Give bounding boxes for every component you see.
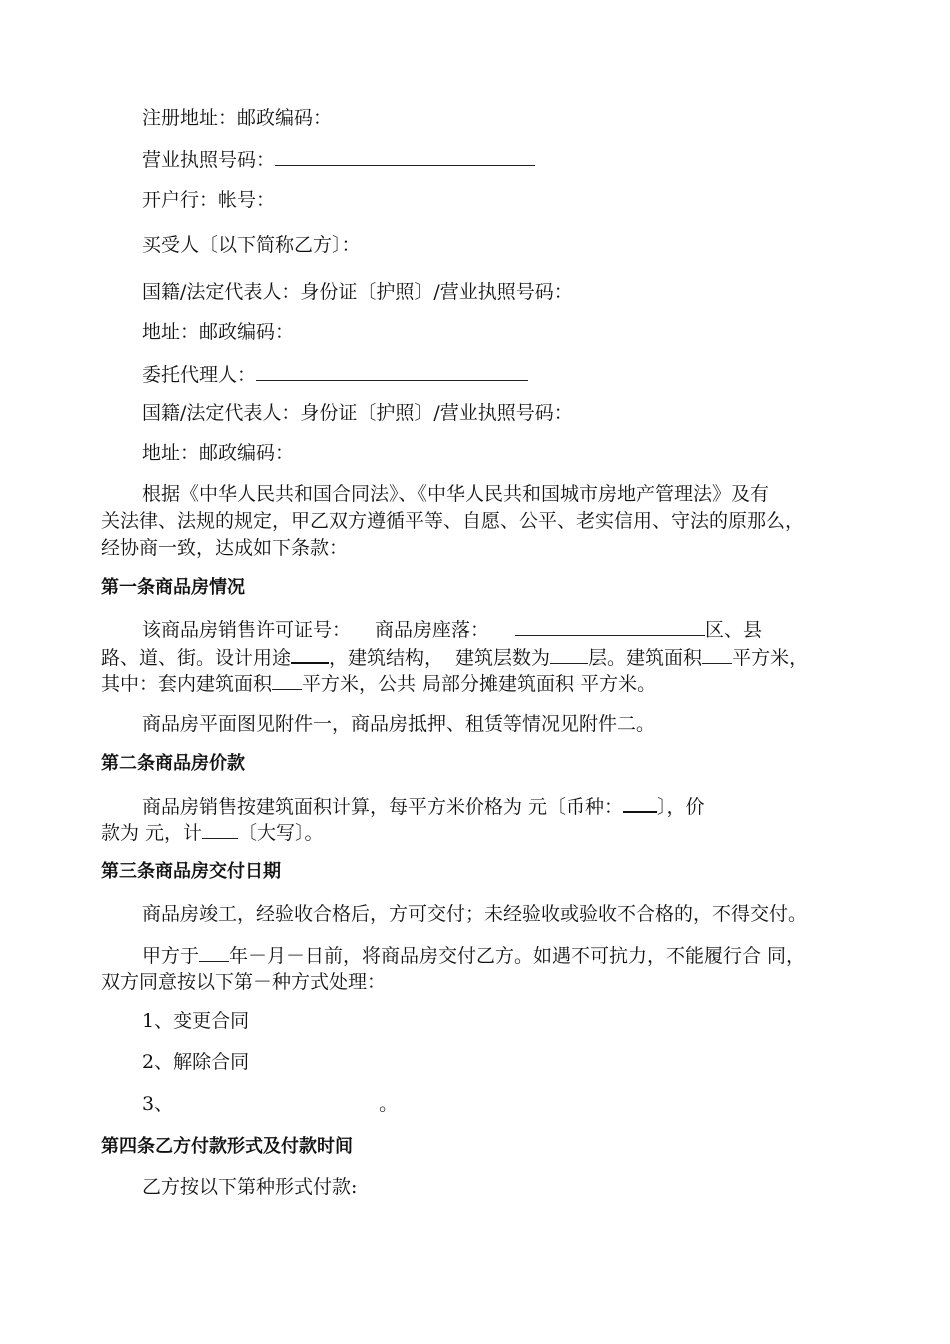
agent-blank	[256, 362, 528, 381]
year-blank	[199, 943, 229, 962]
agent-address-line: 地址：邮政编码：	[142, 442, 295, 464]
preamble-line-1: 根据《中华人民共和国合同法》、《中华人民共和国城市房地产管理法》及有	[142, 483, 770, 505]
article-3-option-2: 2、解除合同	[142, 1051, 250, 1073]
area-blank	[702, 645, 732, 664]
business-license-line: 营业执照号码：	[142, 147, 535, 172]
currency-blank	[623, 793, 657, 813]
article-1-line-4: 商品房平面图见附件一，商品房抵押、租赁等情况见附件二。	[142, 713, 656, 735]
preamble-line-3: 经协商一致，达成如下条款：	[101, 537, 349, 559]
article-1-line-2: 路、道、街。设计用途 ，建筑结构， 建筑层数为 层。建筑面积 平方米，	[101, 644, 808, 670]
agent-nationality-line: 国籍/法定代表人：身份证〔护照〕/营业执照号码：	[142, 402, 573, 424]
location-blank	[515, 617, 705, 636]
article-1-heading: 第一条商品房情况	[101, 577, 245, 598]
amount-blank	[202, 820, 238, 839]
floors-blank	[550, 645, 588, 664]
article-1-line-1: 该商品房销售许可证号： 商品房座落： 区、县	[142, 619, 763, 641]
article-2-line-2: 款为 元，计 〔大写〕。	[101, 822, 324, 844]
article-4-line-1: 乙方按以下第种形式付款:	[142, 1176, 358, 1198]
usage-blank	[291, 644, 329, 664]
buyer-nationality-line: 国籍/法定代表人：身份证〔护照〕/营业执照号码：	[142, 281, 573, 303]
buyer-address-line: 地址：邮政编码：	[142, 321, 295, 343]
article-2-heading: 第二条商品房价款	[101, 753, 245, 774]
article-2-line-1: 商品房销售按建筑面积计算，每平方米价格为 元〔币种： 〕，价	[142, 793, 705, 819]
inner-area-blank	[272, 671, 302, 690]
article-3-option-3: 3、 。	[142, 1093, 399, 1115]
article-4-heading: 第四条乙方付款形式及付款时间	[101, 1136, 353, 1157]
preamble-line-2: 关法律、法规的规定，甲乙双方遵循平等、自愿、公平、老实信用、守法的原那么，	[101, 510, 805, 532]
article-1-line-3: 其中：套内建筑面积 平方米，公共 局部分摊建筑面积 平方米。	[101, 673, 657, 695]
buyer-line: 买受人〔以下简称乙方〕：	[142, 234, 361, 256]
article-3-line-3: 双方同意按以下第－种方式处理：	[101, 971, 387, 993]
article-3-heading: 第三条商品房交付日期	[101, 861, 281, 882]
article-3-line-2: 甲方于 年－月－日前，将商品房交付乙方。如遇不可抗力，不能履行合 同，	[142, 945, 806, 967]
bank-account-line: 开户行：帐号：	[142, 189, 276, 211]
seller-registered-address-line: 注册地址：邮政编码：	[142, 107, 333, 129]
business-license-blank	[275, 147, 535, 166]
article-3-line-1: 商品房竣工，经验收合格后，方可交付；未经验收或验收不合格的，不得交付。	[142, 903, 808, 925]
agent-line: 委托代理人：	[142, 362, 528, 387]
article-3-option-1: 1、变更合同	[142, 1010, 250, 1032]
